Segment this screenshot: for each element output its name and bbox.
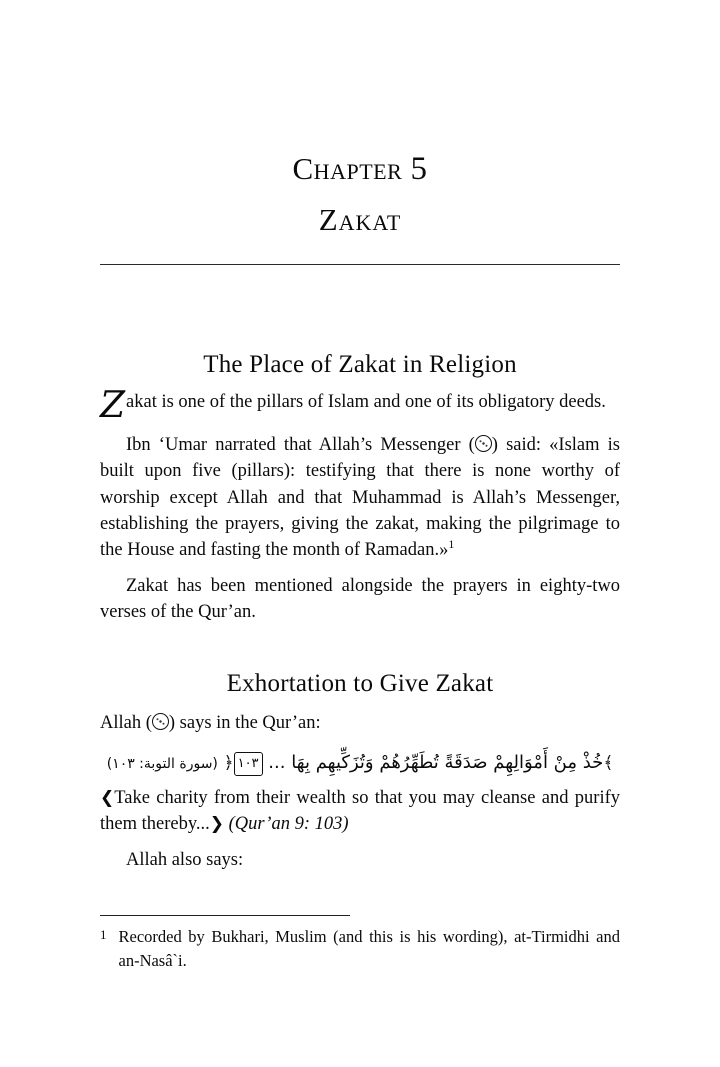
arabic-open-bracket: ﴾	[603, 753, 614, 774]
arabic-ellipsis: ...	[268, 752, 286, 774]
footnote-divider	[100, 915, 350, 916]
arabic-close-bracket: ﴿	[223, 753, 234, 774]
footnote-reference-marker[interactable]: 1	[448, 537, 455, 552]
paragraph-hadith	[100, 432, 620, 564]
translation-text: Take charity from their wealth so that you may cleanse and purify them thereby...	[100, 787, 620, 835]
chapter-title: Zakat	[318, 201, 402, 237]
arabic-verse-text: خُذْ مِنْ أَمْوَالِهِمْ صَدَقَةً تُطَهِّرُهُمْ وَتُزَكِّيهِم بِهَا	[291, 752, 604, 774]
paragraph-allah-also-says: Allah also says:	[126, 849, 244, 870]
paragraph-intro-text: akat is one of the pillars of Islam and one of its obligatory deeds.	[126, 391, 606, 412]
section-heading-exhortation: Exhortation to Give Zakat	[226, 669, 494, 697]
paragraph-allah-says	[100, 710, 620, 736]
allah-says-text-after: ) says in the Qur’an:	[168, 712, 321, 733]
footnote-text: Recorded by Bukhari, Muslim (and this is his wording), at-Tirmidhi and an-Nasâ`i.	[118, 927, 620, 970]
paragraph-zakat-mentioned: Zakat has been mentioned alongside the prayers in eighty-two verses of the Qur’an.	[100, 575, 620, 623]
translation-open-bracket: ❮	[100, 787, 115, 808]
quran-translation	[100, 785, 620, 838]
footnote-area	[100, 915, 620, 972]
section-heading-place-of-zakat: The Place of Zakat in Religion	[203, 350, 517, 378]
salla-allahu-alayhi-wa-sallam-icon	[475, 435, 492, 452]
arabic-verse-line	[100, 748, 620, 779]
translation-citation: (Qur’an 9: 103)	[228, 814, 349, 835]
allah-says-text-before: Allah (	[100, 712, 152, 733]
hadith-text-after: ) said: «Islam is built upon five (pillars): testifying that there is none worthy of worship except Allah and that Muhammad is Allah’s Messenger, establishing the prayers, giving the zakat, making the pilgrimage to the House and fasting the month of Ramadan.»	[100, 434, 620, 561]
heading-divider	[100, 264, 620, 265]
chapter-label-line	[100, 150, 620, 190]
chapter-number: 5	[410, 151, 428, 187]
ayah-number-marker: ١٠٣	[234, 752, 263, 776]
translation-close-bracket: ❯	[209, 814, 225, 835]
subhanahu-wa-taala-icon	[152, 713, 169, 730]
paragraph-intro	[100, 384, 620, 426]
chapter-label: Chapter	[292, 151, 403, 186]
footnote-item	[100, 925, 620, 972]
arabic-surah-reference: (سورة التوبة: ١٠٣)	[106, 756, 218, 773]
chapter-heading	[100, 0, 620, 265]
hadith-text-before: Ibn ‘Umar narrated that Allah’s Messenger (	[126, 434, 475, 455]
footnote-number: 1	[100, 927, 107, 943]
drop-cap-letter: Z	[100, 384, 126, 426]
